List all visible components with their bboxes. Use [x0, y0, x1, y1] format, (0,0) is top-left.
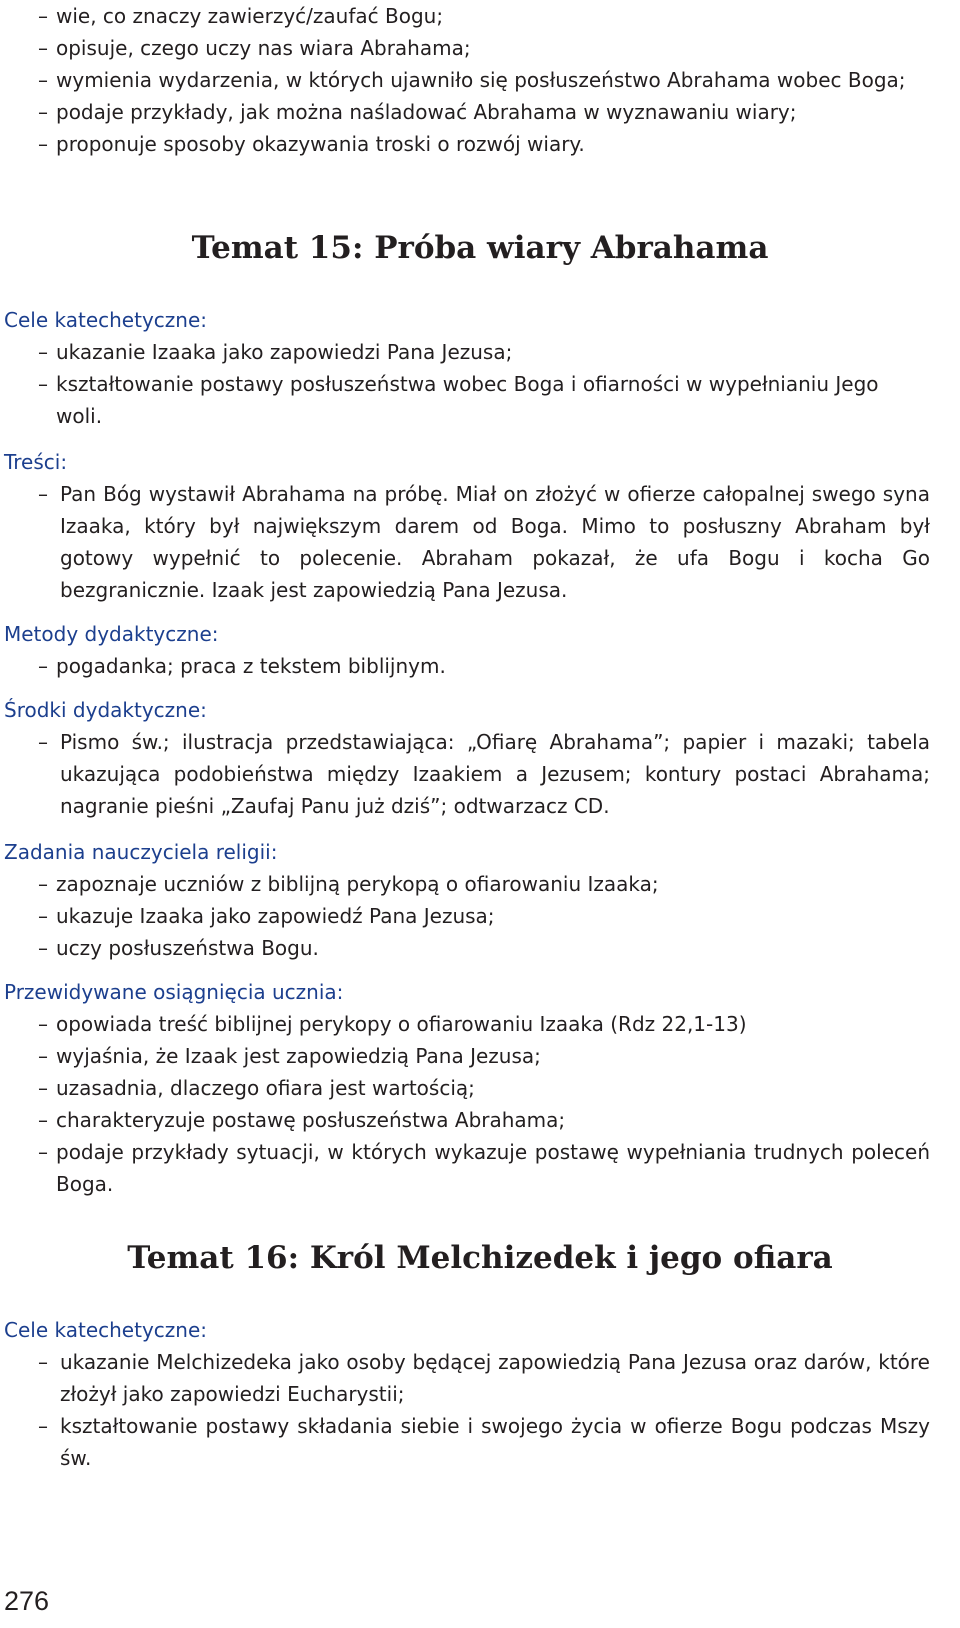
topic-15-tasks [0, 868, 960, 964]
list-item-text: podaje przykłady, jak można naśladować Abrahama w wyznawaniu wiary; [56, 100, 797, 124]
list-item [0, 1040, 960, 1072]
topic-15-means-heading: Środki dydaktyczne: [4, 698, 207, 722]
list-item [0, 0, 960, 32]
list-item-text: opisuje, czego uczy nas wiara Abrahama; [56, 36, 471, 60]
list-item [0, 1346, 960, 1410]
dash-marker: – [38, 1076, 48, 1100]
dash-marker: – [38, 4, 48, 28]
list-item [0, 1104, 960, 1136]
list-item [0, 96, 960, 128]
list-item [0, 1072, 960, 1104]
dash-marker: – [38, 36, 48, 60]
dash-marker: – [38, 132, 48, 156]
dash-marker: – [38, 340, 48, 364]
dash-marker: – [38, 1012, 48, 1036]
list-item-text: kształtowanie postawy posłuszeństwa wobec Boga i ofiarności w wypełnianiu Jego woli. [56, 372, 879, 428]
topic-15-title: Temat 15: Próba wiary Abrahama [191, 230, 769, 266]
list-item [0, 932, 960, 964]
list-item [0, 368, 960, 432]
list-item-text: wymienia wydarzenia, w których ujawniło się posłuszeństwo Abrahama wobec Boga; [56, 68, 906, 92]
topic-15-goals [0, 336, 960, 432]
list-item [0, 650, 960, 682]
list-item-text: kształtowanie postawy składania siebie i swojego życia w ofierze Bogu podczas Mszy św. [60, 1414, 930, 1470]
dash-marker: – [38, 1044, 48, 1068]
dash-marker: – [38, 654, 48, 678]
intro-list [0, 0, 960, 160]
intro-list-block [0, 0, 960, 160]
list-item-text: opowiada treść biblijnej perykopy o ofiarowaniu Izaaka (Rdz 22,1-13) [56, 1012, 747, 1036]
topic-16-goals-heading: Cele katechetyczne: [4, 1318, 207, 1342]
dash-marker: – [38, 1108, 48, 1132]
list-item-text: pogadanka; praca z tekstem biblijnym. [56, 654, 446, 678]
topic-15-content [0, 478, 960, 606]
topic-15-content-heading: Treści: [4, 450, 68, 474]
list-item [0, 1136, 960, 1200]
dash-marker: – [38, 100, 48, 124]
topic-15-means [0, 726, 960, 822]
list-item-text: ukazuje Izaaka jako zapowiedź Pana Jezusa; [56, 904, 495, 928]
list-item-text: proponuje sposoby okazywania troski o rozwój wiary. [56, 132, 585, 156]
list-item-text: ukazanie Melchizedeka jako osoby będącej zapowiedzią Pana Jezusa oraz darów, które złożył jako zapowiedzi Eucharystii; [60, 1350, 930, 1406]
list-item [0, 128, 960, 160]
list-item [0, 726, 960, 822]
list-item-text: uczy posłuszeństwa Bogu. [56, 936, 319, 960]
topic-16-title: Temat 16: Król Melchizedek i jego ofiara [127, 1240, 833, 1276]
list-item-text: podaje przykłady sytuacji, w których wykazuje postawę wypełniania trudnych poleceń Boga. [56, 1140, 930, 1196]
topic-15-methods [0, 650, 960, 682]
dash-marker: – [38, 872, 48, 896]
dash-marker: – [38, 1140, 48, 1164]
list-item [0, 64, 960, 96]
dash-marker: – [38, 372, 48, 396]
dash-marker: – [38, 904, 48, 928]
dash-marker: – [38, 68, 48, 92]
topic-15-tasks-heading: Zadania nauczyciela religii: [4, 840, 278, 864]
list-item-text: Pan Bóg wystawił Abrahama na próbę. Miał on złożyć w ofierze całopalnej swego syna Izaaka, który był największym darem od Boga. Mimo to posłuszny Abraham był gotowy wypełnić to polecenie. Abraham pokazał, że ufa Bogu i kocha Go bezgranicznie. Izaak jest zapowiedzią Pana Jezusa. [60, 482, 930, 602]
list-item [0, 1410, 960, 1474]
dash-marker: – [38, 936, 48, 960]
list-item-text: ukazanie Izaaka jako zapowiedzi Pana Jezusa; [56, 340, 513, 364]
dash-marker: – [38, 730, 48, 754]
list-item [0, 32, 960, 64]
list-item [0, 900, 960, 932]
list-item [0, 868, 960, 900]
topic-15-outcomes [0, 1008, 960, 1200]
dash-marker: – [38, 1350, 48, 1374]
list-item [0, 336, 960, 368]
dash-marker: – [38, 482, 48, 506]
list-item-text: uzasadnia, dlaczego ofiara jest wartością; [56, 1076, 475, 1100]
list-item-text: wyjaśnia, że Izaak jest zapowiedzią Pana Jezusa; [56, 1044, 541, 1068]
list-item-text: zapoznaje uczniów z biblijną perykopą o ofiarowaniu Izaaka; [56, 872, 659, 896]
list-item [0, 478, 960, 606]
list-item [0, 1008, 960, 1040]
topic-15-methods-heading: Metody dydaktyczne: [4, 622, 219, 646]
list-item-text: charakteryzuje postawę posłuszeństwa Abrahama; [56, 1108, 566, 1132]
list-item-text: wie, co znaczy zawierzyć/zaufać Bogu; [56, 4, 444, 28]
topic-16-goals [0, 1346, 960, 1474]
topic-15-outcomes-heading: Przewidywane osiągnięcia ucznia: [4, 980, 344, 1004]
page-number: 276 [4, 1586, 50, 1616]
list-item-text: Pismo św.; ilustracja przedstawiająca: „Ofiarę Abrahama”; papier i mazaki; tabela ukazująca podobieństwa między Izaakiem a Jezusem; kontury postaci Abrahama; nagranie pieśni „Zaufaj Panu już dziś”; odtwarzacz CD. [60, 730, 930, 818]
dash-marker: – [38, 1414, 48, 1438]
topic-15-goals-heading: Cele katechetyczne: [4, 308, 207, 332]
